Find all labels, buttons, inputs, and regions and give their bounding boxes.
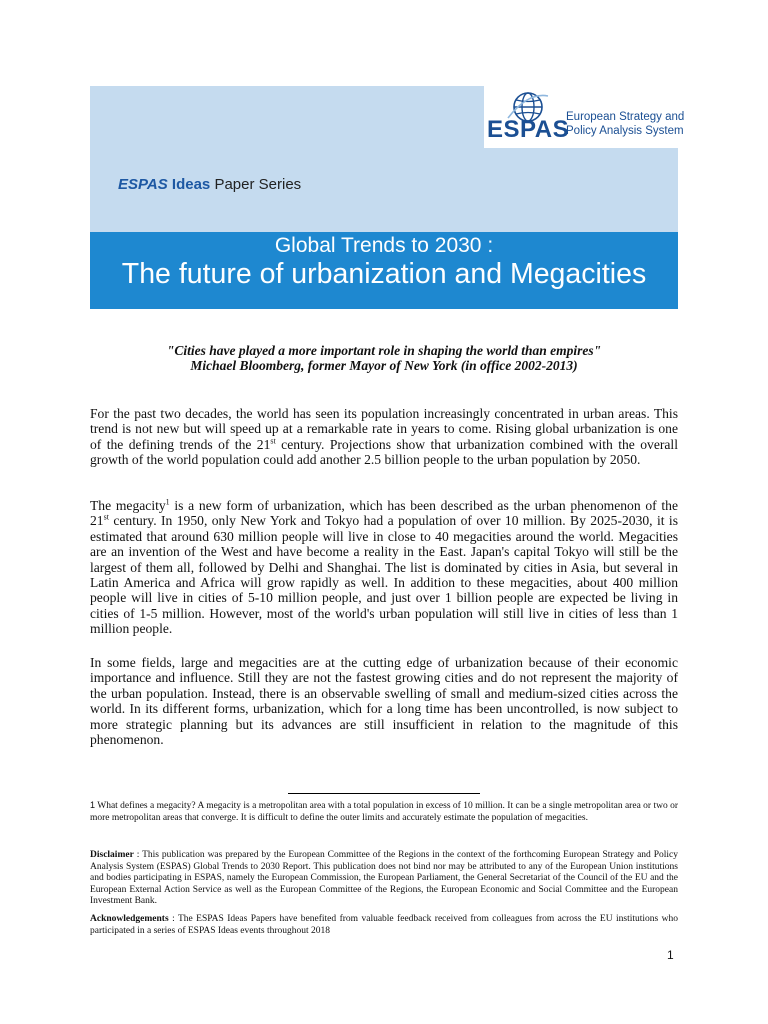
p2-text-c: century. In 1950, only New York and Tokyo had a population of over 10 million. By 2025-2030, it is estimated that around 630 million people will live in close to 40 megacities around the world. Megacities are an invention of the West and have become a reality in the East. Japan's capital Tokyo will still be the largest of them all, followed by Delhi and Shanghai. The list is dominated by cities in Asia, but several in Latin America and Africa will grow rapidly as well. In addition to these megacities, about 400 million people will live in cities of 5-10 million people, and just over 1 billion people are expected be living in cities of 1-5 million. However, most of the world's urban population will still live in cities of less than 1 million people. — [90, 513, 678, 637]
logo-subtitle-line2: Policy Analysis System — [566, 125, 684, 137]
p2-text-a: The megacity — [90, 498, 166, 513]
quote-attribution: Michael Bloomberg, former Mayor of New York (in office 2002-2013) — [190, 358, 578, 373]
footnote-ref-1[interactable]: 1 — [165, 497, 170, 507]
logo-subtitle — [566, 110, 684, 138]
series-rest: Paper Series — [214, 176, 302, 193]
p2-text-b: is a new form of urbanization, which has been described as the urban phenomenon of the 21 — [90, 498, 678, 529]
footnote-1-text: What defines a megacity? A megacity is a metropolitan area with a total population in excess of 10 million. It can be a single metropolitan area or two or more metropolitan areas that converge. It is difficult to define the outer limits and accurately estimate the population of megacities. — [90, 801, 678, 823]
p1-text-a: For the past two decades, the world has seen its population increasingly concentrated in urban areas. This trend is not new but will speed up at a remarkable rate in years to come. Rising global urbanization is one of the defining trends of the 21 — [90, 406, 678, 452]
p1-text-b: century. Projections show that urbanization combined with the overall growth of the world population could add another 2.5 billion people to the urban population by 2050. — [90, 436, 678, 468]
acknowledgements-label: Acknowledgements — [90, 914, 169, 924]
logo-subtitle-line1: European Strategy and — [566, 111, 685, 123]
disclaimer-text: : This publication was prepared by the European Committee of the Regions in the context of the forthcoming European Strategy and Policy Analysis System (ESPAS) Global Trends to 2030 Report. This publication does not bind nor may be attributed to any of the European Union institutions and bodies participating in ESPAS, namely the European Commission, the European Parliament, the General Secretariat of the Council of the EU and the European External Action Service as well as the European Committee of the Regions, the European Economic and Social Committee and the European Investment Bank. — [90, 850, 678, 907]
title-top: Global Trends to 2030 : — [274, 234, 494, 257]
page-title: The future of urbanization and Megacities — [121, 258, 647, 290]
footnote-1 — [90, 800, 678, 824]
quote-text: "Cities have played a more important role in shaping the world than empires" — [166, 343, 602, 358]
series-label — [118, 176, 301, 193]
series-espas: ESPAS — [118, 176, 168, 193]
body-paragraph-2 — [90, 498, 678, 637]
title-band — [90, 232, 678, 309]
body-paragraph-1 — [90, 406, 678, 468]
espas-wordmark: ESPAS — [487, 116, 570, 143]
p2-superscript: st — [103, 512, 109, 522]
acknowledgements — [90, 914, 678, 937]
footnote-divider — [288, 793, 480, 794]
page-number: 1 — [667, 948, 674, 962]
p1-superscript: st — [270, 436, 276, 446]
disclaimer-label: Disclaimer — [90, 850, 134, 860]
acknowledgements-text: : The ESPAS Ideas Papers have benefited from valuable feedback received from colleagues from across the EU institutions who participated in a series of ESPAS Ideas events throughout 2018 — [90, 914, 678, 936]
body-paragraph-3: In some fields, large and megacities are at the cutting edge of urbanization because of their economic importance and influence. Still they are not the fastest growing cities and do not represent the majority of the urban population. Instead, there is an observable swelling of small and medium-sized cities across the world. In its different forms, urbanization, which for a long time has been uncontrolled, is now subject to more strategic planning but its advances are still insufficient in relation to the magnitude of this phenomenon. — [90, 655, 678, 748]
disclaimer — [90, 850, 678, 908]
series-ideas: Ideas — [171, 176, 211, 193]
footnote-1-number: 1 — [90, 800, 96, 810]
